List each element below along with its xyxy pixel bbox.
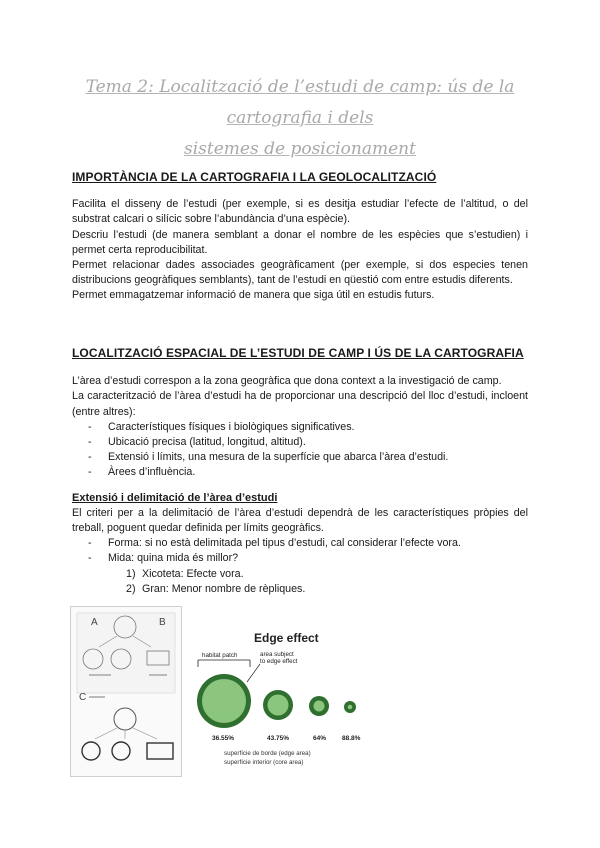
list-item: - Característiques físiques i biològiques significatives.	[88, 420, 528, 435]
section-cartografia	[72, 170, 528, 304]
characteristics-list	[72, 420, 528, 481]
list-item: - Forma: si no està delimitada pel tipus d’estudi, cal considerar l’efecte vora.	[88, 536, 528, 551]
s1-paragraph-3: Permet relacionar dades associades geogràficament (per exemple, si dos especies tenen distribucions geogràfiques semblants), tant de l’estudi en qüestió com entre estudis diferents.	[72, 259, 528, 287]
section2-heading: LOCALITZACIÓ ESPACIAL DE L’ESTUDI DE CAMP I ÚS DE LA CARTOGRAFIA	[72, 346, 524, 360]
s2-sub-paragraph: El criteri per a la delimitació de l’àrea d’estudi dependrà de les característiques pròpies del treball, poguent quedar definida per límits geogràfics.	[72, 506, 528, 535]
edge-effect-title: Edge effect	[254, 631, 319, 645]
s1-paragraph-4: Permet emmagatzemar informació de manera que siga útil en estudis futurs.	[72, 289, 435, 302]
list-item: 2) Gran: Menor nombre de rèpliques.	[126, 582, 306, 595]
s1-paragraph-2: Descriu l’estudi (de manera semblant a donar el nombre de les espècies que s’estudien) i permet certa reproducibilitat.	[72, 228, 528, 256]
habitat-patch-label: habitat patch	[202, 652, 238, 659]
list-item: - Mida: quina mida és millor?	[88, 551, 528, 566]
s1-paragraph-1: Facilita el disseny de l’estudi (per exemple, si es desitja estudiar l’efecte de l’altitud, o del substrat calcari o silícic sobre l’abundància d’una espècie).	[72, 198, 528, 226]
subsection-heading: Extensió i delimitació de l’àrea d’estudi	[72, 491, 278, 504]
edge-effect-diagram	[192, 622, 382, 772]
section1-heading: IMPORTÀNCIA DE LA CARTOGRAFIA I LA GEOLOCALITZACIÓ	[72, 170, 437, 184]
percent-large: 36.55%	[212, 735, 235, 742]
s2-paragraph-1: L’àrea d’estudi correspon a la zona geogràfica que dona context a la investigació de camp.	[72, 375, 502, 388]
shape-diagram	[71, 607, 181, 776]
size-list	[72, 536, 528, 566]
shape-diagram-image	[70, 606, 182, 777]
caption-core-area: superfície interior (core area)	[224, 759, 304, 766]
list-item: 1) Xicoteta: Efecte vora.	[126, 567, 244, 580]
s2-paragraph-2: La caracterització de l’àrea d’estudi ha de proporcionar una descripció del lloc d’estudi, incloent (entre altres):	[72, 390, 528, 418]
percent-medium: 43.75%	[267, 735, 290, 742]
caption-edge-area: superfície de borde (edge area)	[224, 750, 311, 757]
area-subject-label-1: area subject	[260, 651, 294, 658]
label-c: C	[79, 692, 87, 703]
list-item: - Extensió i límits, una mesura de la superfície que abarca l’àrea d’estudi.	[88, 450, 528, 465]
edge-effect-figure	[192, 622, 382, 772]
title-line-1: Tema 2: Localització de l’estudi de camp: ús de la cartografia i dels	[85, 77, 515, 128]
numbered-list	[72, 567, 528, 597]
area-subject-label-2: to edge effect	[260, 658, 298, 665]
percent-small: 64%	[313, 735, 327, 742]
percent-tiny: 88.8%	[342, 735, 361, 742]
page-title	[60, 72, 540, 165]
section-localitzacio	[72, 346, 528, 597]
label-b: B	[159, 617, 166, 628]
list-item: - Àrees d’influència.	[88, 465, 528, 480]
list-item: - Ubicació precisa (latitud, longitud, altitud).	[88, 435, 528, 450]
label-a: A	[91, 617, 98, 628]
title-line-2: sistemes de posicionament	[184, 139, 416, 159]
